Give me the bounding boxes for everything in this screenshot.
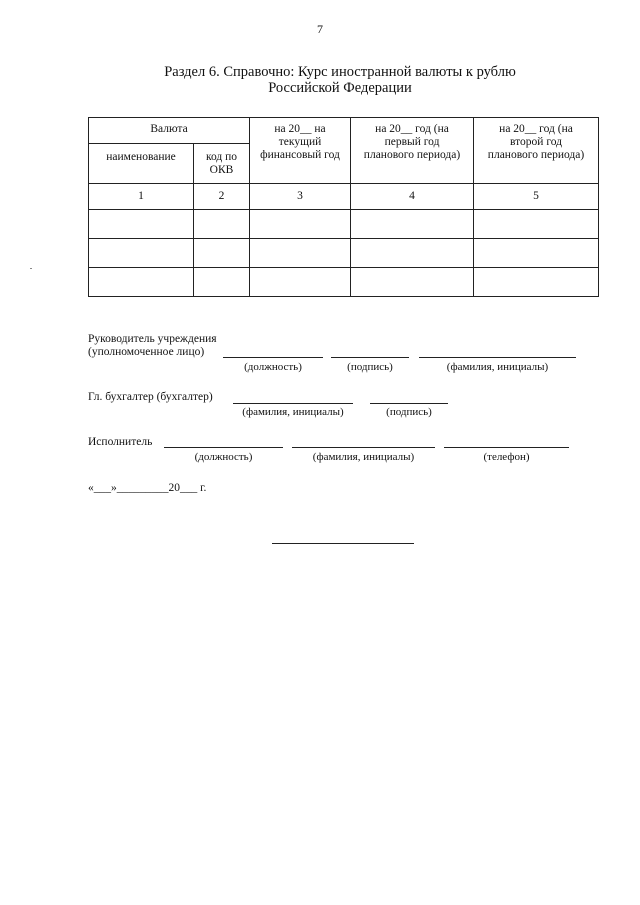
- table-column-numbers: [89, 184, 599, 210]
- accountant-signature-field[interactable]: [370, 403, 448, 404]
- head-position-field[interactable]: [223, 357, 323, 358]
- table-row: [89, 210, 599, 239]
- executor-position-caption: (должность): [194, 451, 253, 463]
- table-cell[interactable]: [194, 239, 250, 268]
- header-currency: Валюта: [89, 118, 250, 144]
- scan-speck: [30, 268, 32, 269]
- table-cell[interactable]: [351, 268, 474, 297]
- table-row: [89, 268, 599, 297]
- column-number: 1: [89, 184, 194, 210]
- currency-rate-table: [88, 117, 599, 297]
- head-name-caption: (фамилия, инициалы): [446, 361, 549, 373]
- header-first-plan-year: на 20__ год (на первый год планового периода): [351, 118, 474, 184]
- head-name-field[interactable]: [419, 357, 576, 358]
- section-title-line1: Раздел 6. Справочно: Курс иностранной валюты к рублю: [164, 64, 516, 80]
- head-signature-field[interactable]: [331, 357, 409, 358]
- section-title-line2: Российской Федерации: [268, 80, 412, 96]
- table-cell[interactable]: [351, 210, 474, 239]
- executor-name-caption: (фамилия, инициалы): [312, 451, 415, 463]
- table-cell[interactable]: [474, 239, 599, 268]
- table-cell[interactable]: [194, 268, 250, 297]
- table-row: [89, 239, 599, 268]
- table-cell[interactable]: [89, 210, 194, 239]
- executor-phone-field[interactable]: [444, 447, 569, 448]
- table-cell[interactable]: [194, 210, 250, 239]
- column-number: 2: [194, 184, 250, 210]
- table-cell[interactable]: [89, 268, 194, 297]
- accountant-name-caption: (фамилия, инициалы): [242, 406, 344, 418]
- table-cell[interactable]: [250, 268, 351, 297]
- head-position-caption: (должность): [244, 361, 302, 373]
- column-number: 5: [474, 184, 599, 210]
- executor-label: Исполнитель: [88, 436, 153, 448]
- table-cell[interactable]: [474, 268, 599, 297]
- executor-name-field[interactable]: [292, 447, 435, 448]
- executor-phone-caption: (телефон): [483, 451, 530, 463]
- header-currency-code: код по ОКВ: [194, 144, 250, 184]
- table-header-row-1: [89, 118, 599, 144]
- page-number: 7: [317, 22, 323, 36]
- head-label-line1: Руководитель учреждения: [88, 333, 217, 345]
- header-currency-name: наименование: [89, 144, 194, 184]
- column-number: 4: [351, 184, 474, 210]
- table-cell[interactable]: [250, 210, 351, 239]
- accountant-label: Гл. бухгалтер (бухгалтер): [88, 391, 213, 403]
- table-cell[interactable]: [474, 210, 599, 239]
- accountant-signature-caption: (подпись): [386, 406, 432, 418]
- head-label-line2: (уполномоченное лицо): [88, 346, 205, 358]
- header-current-year: на 20__ на текущий финансовый год: [250, 118, 351, 184]
- bottom-separator-line: [272, 543, 414, 544]
- executor-position-field[interactable]: [164, 447, 283, 448]
- head-signature-caption: (подпись): [347, 361, 393, 373]
- table-cell[interactable]: [89, 239, 194, 268]
- section-title: [140, 64, 540, 96]
- table-cell[interactable]: [351, 239, 474, 268]
- header-second-plan-year: на 20__ год (на второй год планового периода): [474, 118, 599, 184]
- date-line: «___»_________20___ г.: [88, 482, 207, 494]
- accountant-name-field[interactable]: [233, 403, 353, 404]
- column-number: 3: [250, 184, 351, 210]
- table-cell[interactable]: [250, 239, 351, 268]
